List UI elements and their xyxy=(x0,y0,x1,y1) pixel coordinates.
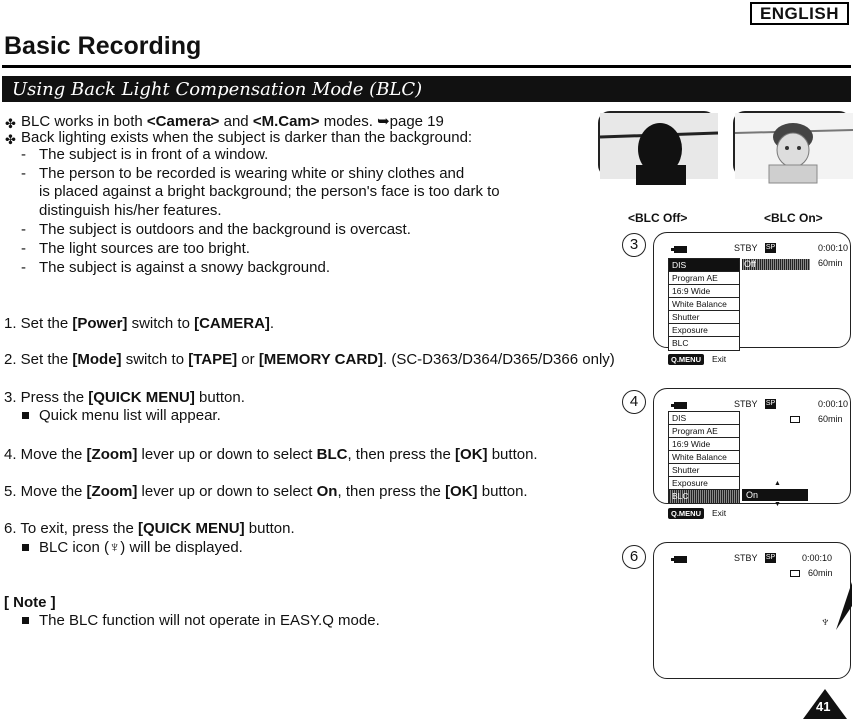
child-silhouette-image xyxy=(600,113,718,179)
blc-icon: ♆ xyxy=(820,613,831,629)
step-6-result: BLC icon (♆) will be displayed. xyxy=(39,539,243,556)
tape-icon xyxy=(790,570,800,577)
sp-icon: SP xyxy=(765,400,776,407)
caption-blc-off: <BLC Off> xyxy=(628,211,688,225)
lcd-screen-step-4: STBY SP 0:00:10 60min DIS Program AE 16:9 Wide White Balance Shutter Exposure BLC On ▲ ▼ Q.MENU Exit xyxy=(653,388,851,504)
section-banner xyxy=(2,76,851,102)
dash-item: The subject is in front of a window. xyxy=(39,146,269,163)
quick-menu-badge: Q.MENU xyxy=(668,508,704,519)
quick-menu-badge: Q.MENU xyxy=(668,354,704,365)
menu-item: Exposure xyxy=(669,477,739,490)
menu-item: Program AE xyxy=(669,272,739,285)
dash-item: The subject is against a snowy background. xyxy=(39,259,330,276)
menu-item-selected: BLC xyxy=(669,490,739,503)
note-text: The BLC function will not operate in EASY.Q mode. xyxy=(39,612,380,629)
page-number: 41 xyxy=(816,699,831,714)
step-5: 5. Move the [Zoom] lever up or down to select On, then press the [OK] button. xyxy=(4,483,528,500)
sp-icon: SP xyxy=(765,244,776,251)
menu-item: Shutter xyxy=(669,464,739,477)
photo-blc-off xyxy=(598,111,716,177)
dash-item-cont: distinguish his/her features. xyxy=(39,202,222,219)
section-title: Using Back Light Compensation Mode (BLC) xyxy=(12,79,423,100)
blc-on-value: On xyxy=(742,489,808,501)
step-3-result: Quick menu list will appear. xyxy=(39,407,221,424)
sp-icon: SP xyxy=(765,554,776,561)
battery-icon xyxy=(674,402,687,409)
menu-item: DIS xyxy=(669,259,739,272)
dash-item: The light sources are too bright. xyxy=(39,240,250,257)
step-number-4: 4 xyxy=(622,390,646,414)
menu-item: Shutter xyxy=(669,311,739,324)
dis-off-value: Off xyxy=(742,259,810,270)
square-bullet-icon xyxy=(22,412,29,419)
page-number-badge xyxy=(803,689,847,719)
quick-menu-list xyxy=(668,258,740,351)
lcd-screen-step-3: STBY SP 0:00:10 60min DIS Program AE 16:9 Wide White Balance Shutter Exposure BLC Off Q.MENU Exit xyxy=(653,232,851,348)
page-title: Basic Recording xyxy=(4,32,202,60)
square-bullet-icon xyxy=(22,544,29,551)
step-1: 1. Set the [Power] switch to [CAMERA]. xyxy=(4,315,275,332)
intro-bullet-1: BLC works in both <Camera> and <M.Cam> modes. ➥page 19 xyxy=(21,113,444,130)
dash-item-cont: is placed against a bright background; the person's face is too dark to xyxy=(39,183,500,200)
quick-menu-list xyxy=(668,411,740,504)
pointer-arrow-icon xyxy=(832,582,852,630)
blc-icon: ♆ xyxy=(109,539,121,556)
down-arrow-icon: ▼ xyxy=(774,501,781,508)
clover-bullet-icon: ✤ xyxy=(5,116,16,131)
title-divider xyxy=(2,65,851,68)
note-heading: [ Note ] xyxy=(4,594,56,611)
menu-item: BLC xyxy=(672,338,689,348)
step-3: 3. Press the [QUICK MENU] button. xyxy=(4,389,245,406)
tape-icon xyxy=(790,416,800,423)
lcd-screen-step-6: STBY SP 0:00:10 60min ♆ xyxy=(653,542,851,679)
menu-item: 16:9 Wide xyxy=(669,438,739,451)
photo-blc-on xyxy=(733,111,851,177)
dash-item: The person to be recorded is wearing white or shiny clothes and xyxy=(39,165,465,182)
menu-item: White Balance xyxy=(669,298,739,311)
clover-bullet-icon: ✤ xyxy=(5,132,16,147)
step-number-6: 6 xyxy=(622,545,646,569)
menu-item: 16:9 Wide xyxy=(669,285,739,298)
step-4: 4. Move the [Zoom] lever up or down to select BLC, then press the [OK] button. xyxy=(4,446,538,463)
menu-item: DIS xyxy=(669,412,739,425)
square-bullet-icon xyxy=(22,617,29,624)
battery-icon xyxy=(674,556,687,563)
page-ref-arrow-icon: ➥ xyxy=(377,113,390,130)
dash-item: The subject is outdoors and the background is overcast. xyxy=(39,221,411,238)
menu-item: White Balance xyxy=(669,451,739,464)
step-number-3: 3 xyxy=(622,233,646,257)
menu-item: Exposure xyxy=(669,324,739,337)
step-6: 6. To exit, press the [QUICK MENU] button. xyxy=(4,520,295,537)
caption-blc-on: <BLC On> xyxy=(764,211,823,225)
menu-item: Program AE xyxy=(669,425,739,438)
step-2: 2. Set the [Mode] switch to [TAPE] or [MEMORY CARD]. (SC-D363/D364/D365/D366 only) xyxy=(4,351,615,368)
battery-icon xyxy=(674,246,687,253)
intro-bullet-2: Back lighting exists when the subject is darker than the background: xyxy=(21,129,473,146)
up-arrow-icon: ▲ xyxy=(774,480,781,487)
language-badge: ENGLISH xyxy=(750,2,849,25)
child-lit-image xyxy=(735,113,853,179)
